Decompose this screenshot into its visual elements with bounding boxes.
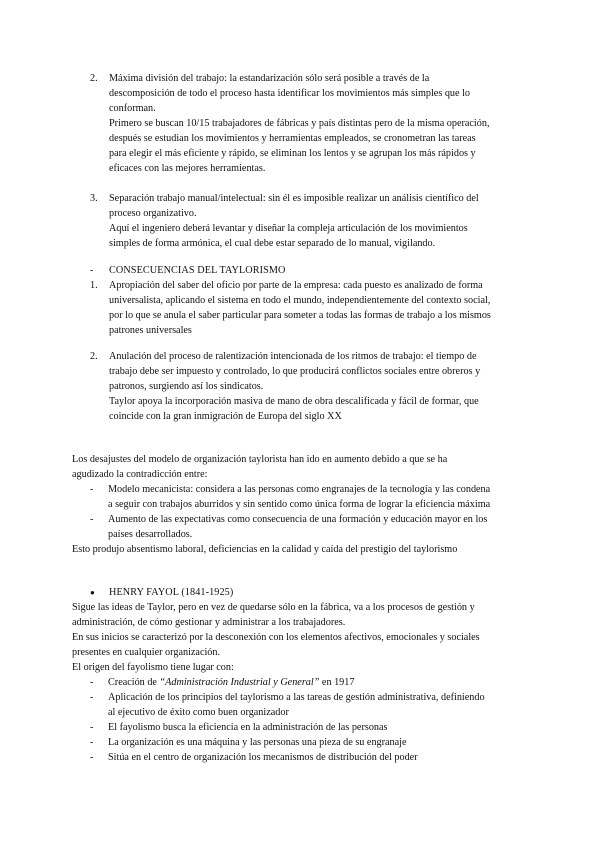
dash-marker: - [90,484,94,495]
list-item [90,750,538,765]
paragraph-text: El origen del fayolismo tiene lugar con: [72,662,234,673]
list-item-text-suffix: en 1917 [319,677,355,688]
heading-text: HENRY FAYOL (1841-1925) [109,587,234,598]
paragraph-desajustes-conclusion [72,542,542,557]
bullet-icon: ● [90,588,95,597]
item-number: 2. [90,351,98,362]
list-item-text: Aplicación de los principios del taylorismo a las tareas de gestión administrativa, definiendo al ejecutivo de éxito como buen organizador [108,692,485,718]
dash-marker: - [90,737,94,748]
paragraph-fayol-1 [72,600,547,630]
dash-marker: - [90,752,94,763]
list-item-text: El fayolismo busca la eficiencia en la administración de las personas [108,722,388,733]
paragraph-fayol-2 [72,630,547,660]
paragraph-text: Sigue las ideas de Taylor, pero en vez de quedarse sólo en la fábrica, va a los procesos de gestión y administración, de cómo gestionar y administrar a los trabajadores. [72,602,475,628]
list-item [90,735,538,750]
item-text: Anulación del proceso de ralentización intencionada de los ritmos de trabajo: el tiempo de trabajo debe ser impuesto y controlado, lo que producirá conflictos sociales entre obreros y patronos, surgiendo así los sindicatos. Taylor apoya la incorporación masiva de mano de obra descalificada y fácil de formar, que coincide con la gran inmigración de Europa del siglo XX [109,351,481,422]
paragraph-text: Esto produjo absentismo laboral, deficiencias en la calidad y caída del prestigio del taylorismo [72,544,458,555]
item-text: Separación trabajo manual/intelectual: sin él es imposible realizar un análisis científico del proceso organizativo. Aquí el ingeniero deberá levantar y diseñar la compleja articulación de los movimientos simples de forma armónica, el cual debe estar separado de lo manual, vigilando. [109,193,479,249]
list-item [90,690,538,720]
dash-marker: - [90,514,94,525]
item-text: Apropiación del saber del oficio por parte de la empresa: cada puesto es analizado de forma universalista, aplicando el sistema en todo el mundo, independientemente del contexto social, por lo que se anula el saber particular para someter a todas las formas de trabajo a los mismos patrones universales [109,280,491,336]
paragraph-text: En sus inicios se caracterizó por la desconexión con los elementos afectivos, emocionales y sociales presentes en cualquier organización. [72,632,480,658]
list-item-text: Sitúa en el centro de organización los mecanismos de distribución del poder [108,752,418,763]
heading-text: CONSECUENCIAS DEL TAYLORISMO [109,265,286,276]
list-item-text: Modelo mecanicista: considera a las personas como engranajes de la tecnología y las condena a seguir con trabajos aburridos y sin sentido como única forma de lograr la eficiencia máxima [108,484,491,510]
list-item-text-prefix: Creación de [108,677,160,688]
dash-marker: - [90,265,94,276]
book-title: “Administración Industrial y General” [159,677,320,688]
paragraph-fayol-3 [72,660,547,675]
dash-marker: - [90,677,94,688]
dash-list-desajustes [90,482,538,542]
item-number: 1. [90,280,98,291]
list-item-text: Aumento de las expectativas como consecuencia de una formación y educación mayor en los países desarrollados. [108,514,488,540]
paragraph-desajustes-intro [72,452,532,482]
item-number: 2. [90,73,98,84]
list-item [90,482,538,512]
dash-marker: - [90,722,94,733]
list-item [90,720,538,735]
list-item-text: La organización es una máquina y las personas una pieza de su engranaje [108,737,407,748]
item-text: Máxima división del trabajo: la estandarización sólo será posible a través de la descomposición de todo el proceso hasta identificar los movimientos más simples que lo conforman. Primero se buscan 10/15 trabajadores de fábricas y país distintas pero de la misma operación, después se estudian los movimientos y herramientas empleados, se cronometran las tareas para elegir el más eficiente y rápido, se eliminan los lentos y se agrupan los más rápidos y eficaces con las mejores herramientas. [109,73,490,174]
dash-marker: - [90,692,94,703]
list-item [90,675,538,690]
paragraph-text: Los desajustes del modelo de organización taylorista han ido en aumento debido a que se ha agudizado la contradicción entre: [72,454,448,480]
item-number: 3. [90,193,98,204]
dash-list-fayolismo [90,675,538,765]
list-item [90,512,538,542]
